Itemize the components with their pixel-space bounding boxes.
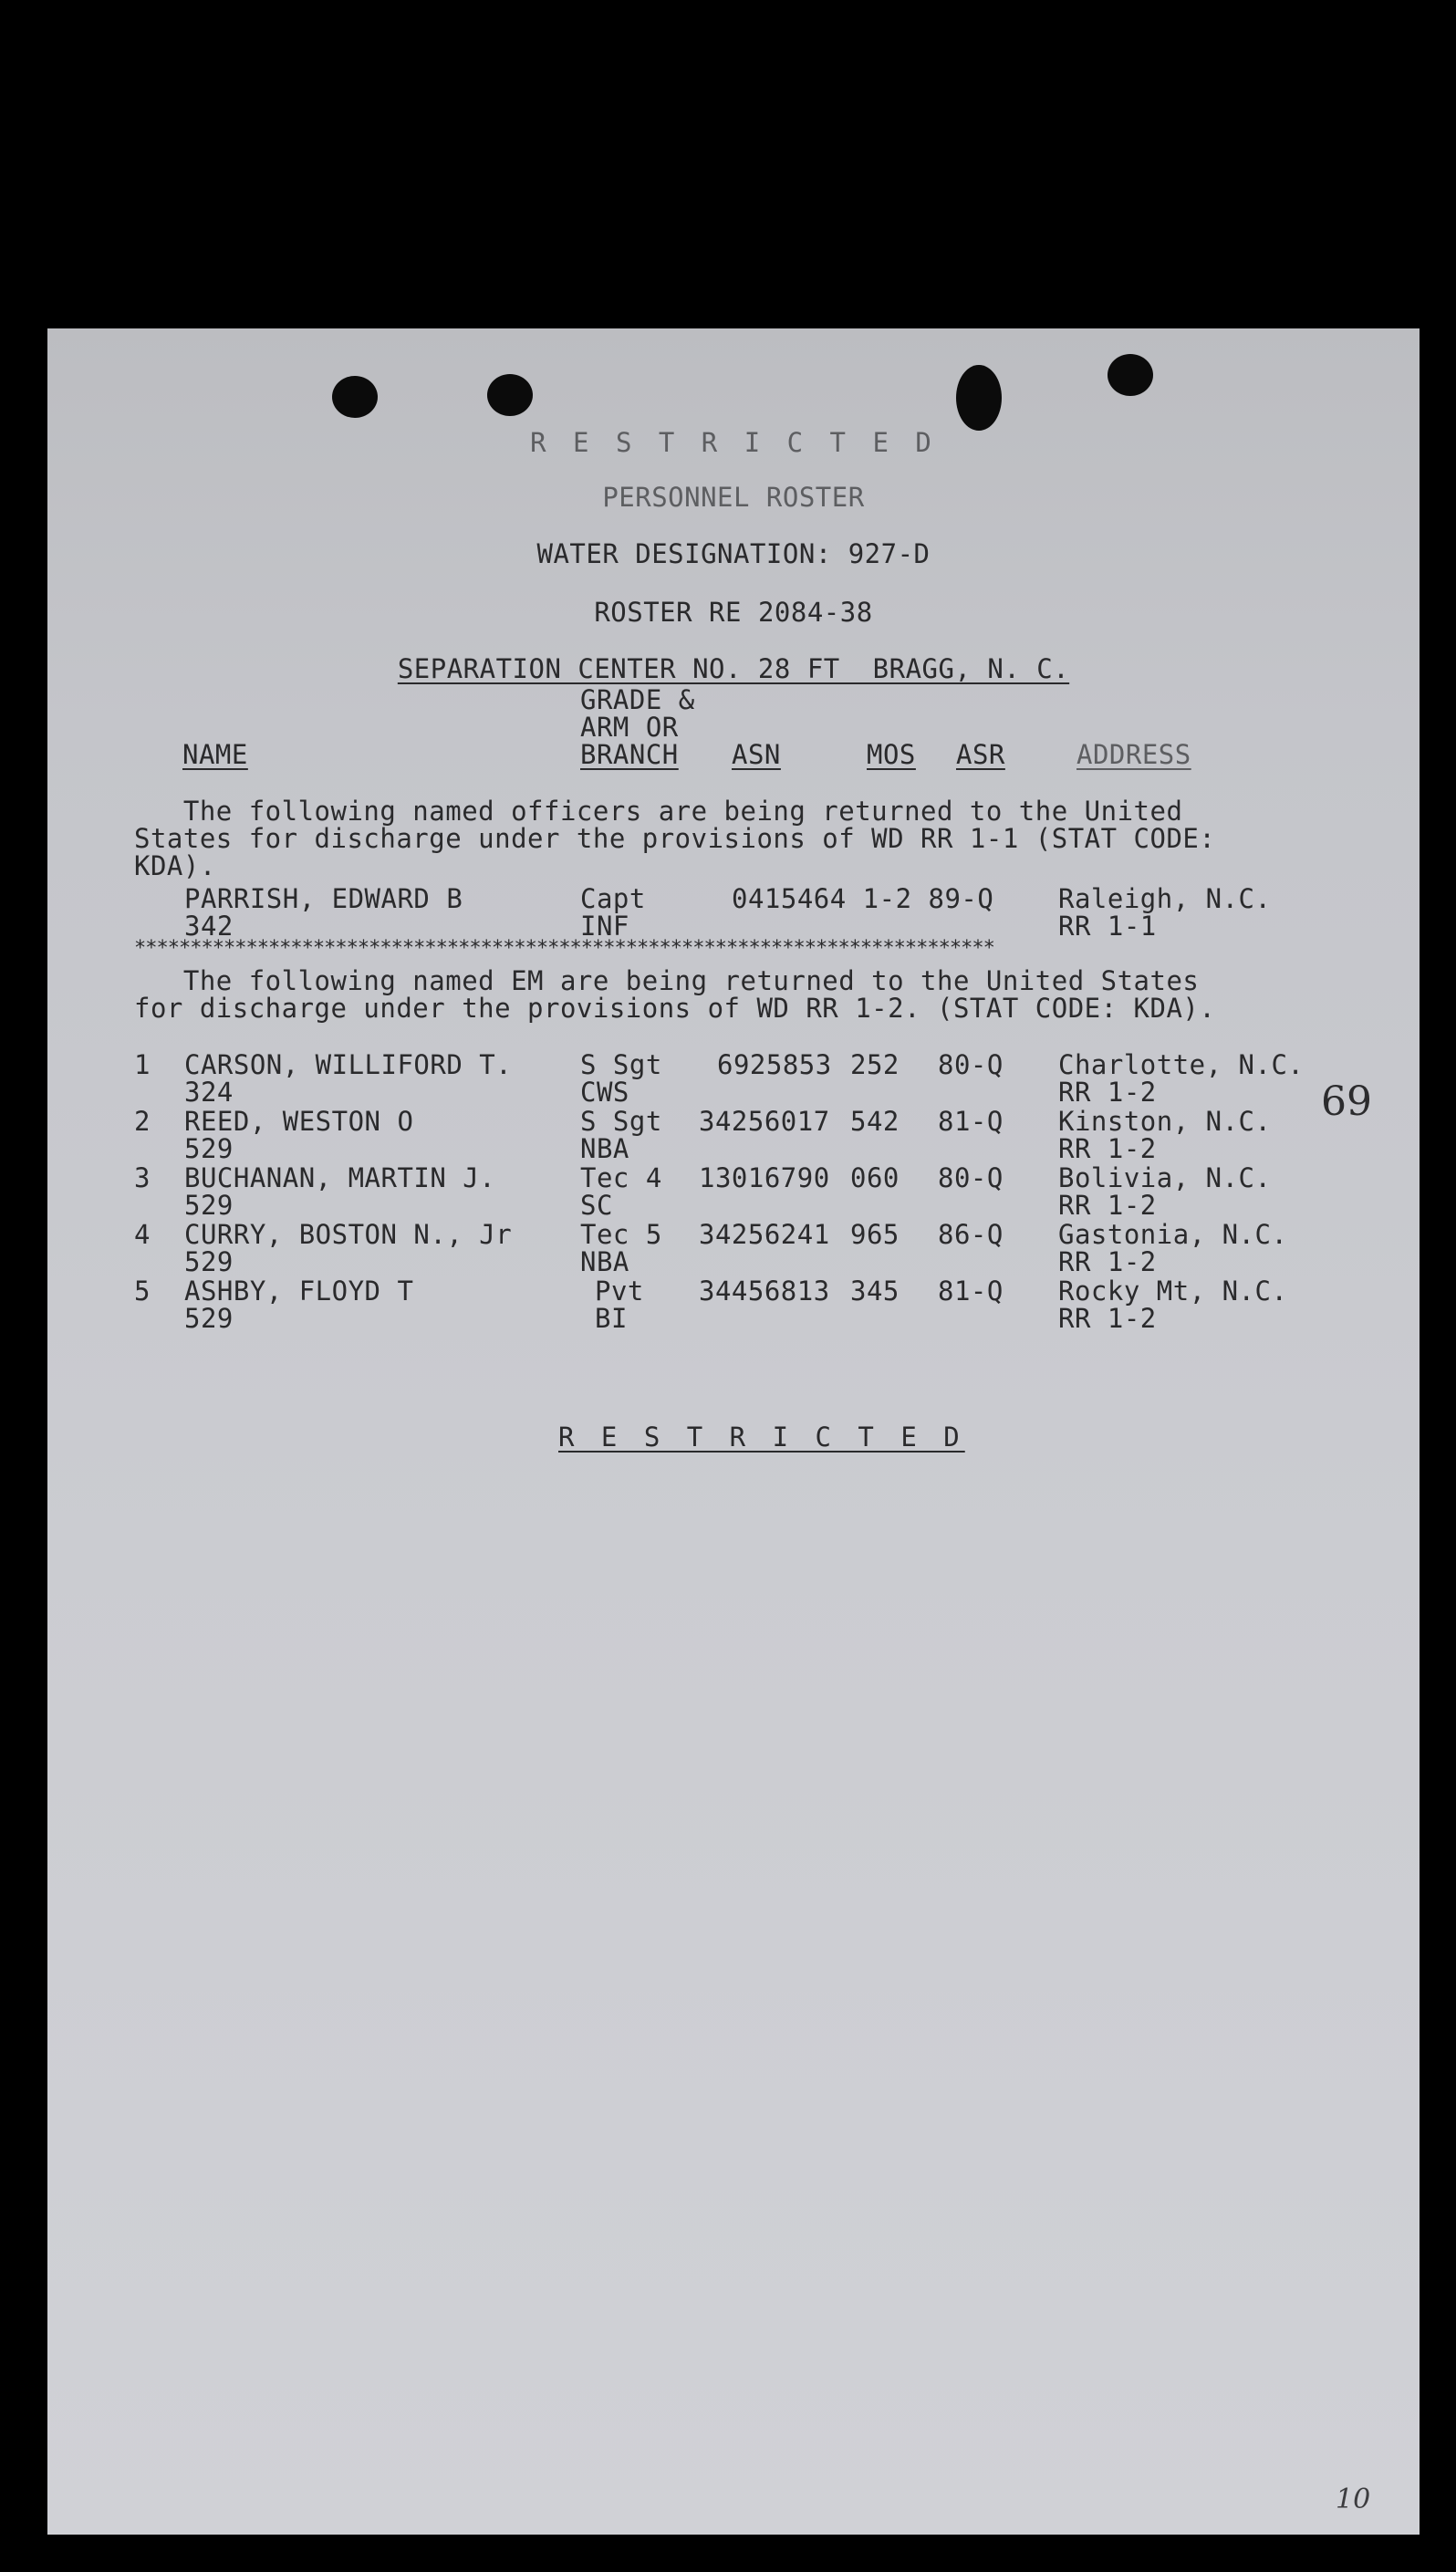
em-branch: NBA	[580, 1133, 629, 1164]
em-branch: SC	[580, 1190, 613, 1221]
em-grade: S Sgt	[580, 1106, 662, 1137]
officer-name: PARRISH, EDWARD B	[184, 883, 463, 914]
em-intro-2: for discharge under the provisions of WD RR 1-2. (STAT CODE: KDA).	[134, 993, 1216, 1024]
em-row	[47, 1108, 1420, 1164]
em-name: REED, WESTON O	[184, 1106, 414, 1137]
officers-intro-2: States for discharge under the provisions of WD RR 1-1 (STAT CODE:	[134, 823, 1216, 854]
star-separator: *****************************************************************************	[134, 937, 994, 960]
em-asn: 13016790	[699, 1162, 830, 1193]
em-rr: RR 1-2	[1058, 1246, 1157, 1277]
em-num: 5	[134, 1276, 151, 1307]
punch-hole	[1108, 354, 1153, 396]
em-rr: RR 1-2	[1058, 1190, 1157, 1221]
punch-hole	[487, 374, 533, 416]
em-address: Bolivia, N.C.	[1058, 1162, 1272, 1193]
em-num: 3	[134, 1162, 151, 1193]
em-address: Rocky Mt, N.C.	[1058, 1276, 1288, 1307]
em-asn: 34256017	[699, 1106, 830, 1137]
document-page	[47, 328, 1420, 2535]
col-address: ADDRESS	[1076, 739, 1191, 770]
em-grade: S Sgt	[580, 1049, 662, 1080]
em-asr: 80-Q	[938, 1162, 1004, 1193]
em-num: 1	[134, 1049, 151, 1080]
officer-code: 342	[184, 911, 234, 942]
em-mos: 252	[850, 1049, 900, 1080]
penciled-number: 10	[1336, 2483, 1371, 2515]
em-name: CURRY, BOSTON N., Jr	[184, 1219, 513, 1250]
em-code: 324	[184, 1077, 234, 1108]
separation-center: SEPARATION CENTER NO. 28 FT BRAGG, N. C.	[397, 653, 1070, 684]
em-grade: Tec 4	[580, 1162, 662, 1193]
roster-number: ROSTER RE 2084-38	[594, 597, 873, 628]
page-number: 69	[1321, 1078, 1372, 1125]
em-grade: Tec 5	[580, 1219, 662, 1250]
col-grade-3: BRANCH	[580, 739, 679, 770]
em-rr: RR 1-2	[1058, 1303, 1157, 1334]
em-row	[47, 1164, 1420, 1221]
em-code: 529	[184, 1303, 234, 1334]
em-code: 529	[184, 1246, 234, 1277]
officer-row	[47, 885, 1420, 942]
em-asr: 80-Q	[938, 1049, 1004, 1080]
em-branch: BI	[595, 1303, 628, 1334]
em-asr: 81-Q	[938, 1276, 1004, 1307]
em-branch: NBA	[580, 1246, 629, 1277]
roster-title: PERSONNEL ROSTER	[602, 482, 865, 513]
em-name: ASHBY, FLOYD T	[184, 1276, 414, 1307]
em-mos: 060	[850, 1162, 900, 1193]
classification-top: R E S T R I C T E D	[530, 427, 937, 458]
officers-intro-1: The following named officers are being returned to the United	[134, 796, 1183, 827]
em-code: 529	[184, 1133, 234, 1164]
col-mos: MOS	[867, 739, 916, 770]
em-name: CARSON, WILLIFORD T.	[184, 1049, 513, 1080]
em-num: 2	[134, 1106, 151, 1137]
col-grade-2: ARM OR	[580, 712, 679, 743]
em-asr: 86-Q	[938, 1219, 1004, 1250]
em-num: 4	[134, 1219, 151, 1250]
em-asr: 81-Q	[938, 1106, 1004, 1137]
em-row	[47, 1277, 1420, 1334]
col-grade-1: GRADE &	[580, 684, 695, 715]
em-mos: 542	[850, 1106, 900, 1137]
em-code: 529	[184, 1190, 234, 1221]
em-asn: 34456813	[699, 1276, 830, 1307]
classification-bottom: R E S T R I C T E D	[558, 1421, 965, 1453]
em-intro-1: The following named EM are being returned to the United States	[134, 965, 1200, 996]
em-branch: CWS	[580, 1077, 629, 1108]
officers-intro-3: KDA).	[134, 850, 216, 881]
punch-hole	[332, 376, 378, 418]
officer-address: Raleigh, N.C.	[1058, 883, 1272, 914]
em-address: Gastonia, N.C.	[1058, 1219, 1288, 1250]
col-asr: ASR	[956, 739, 1005, 770]
em-asn: 6925853	[717, 1049, 832, 1080]
em-mos: 345	[850, 1276, 900, 1307]
water-designation: WATER DESIGNATION: 927-D	[536, 538, 931, 569]
em-row	[47, 1051, 1420, 1108]
em-grade: Pvt	[595, 1276, 644, 1307]
em-asn: 34256241	[699, 1219, 830, 1250]
officer-branch: INF	[580, 911, 629, 942]
em-address: Charlotte, N.C.	[1058, 1049, 1305, 1080]
em-row	[47, 1221, 1420, 1277]
punch-hole	[956, 365, 1002, 431]
col-name: NAME	[182, 739, 248, 770]
em-mos: 965	[850, 1219, 900, 1250]
em-address: Kinston, N.C.	[1058, 1106, 1272, 1137]
officer-asn-mos: 0415464 1-2 89-Q	[732, 883, 994, 914]
officer-grade: Capt	[580, 883, 646, 914]
em-rr: RR 1-2	[1058, 1077, 1157, 1108]
col-asn: ASN	[732, 739, 781, 770]
em-name: BUCHANAN, MARTIN J.	[184, 1162, 496, 1193]
em-rr: RR 1-2	[1058, 1133, 1157, 1164]
officer-rr: RR 1-1	[1058, 911, 1157, 942]
